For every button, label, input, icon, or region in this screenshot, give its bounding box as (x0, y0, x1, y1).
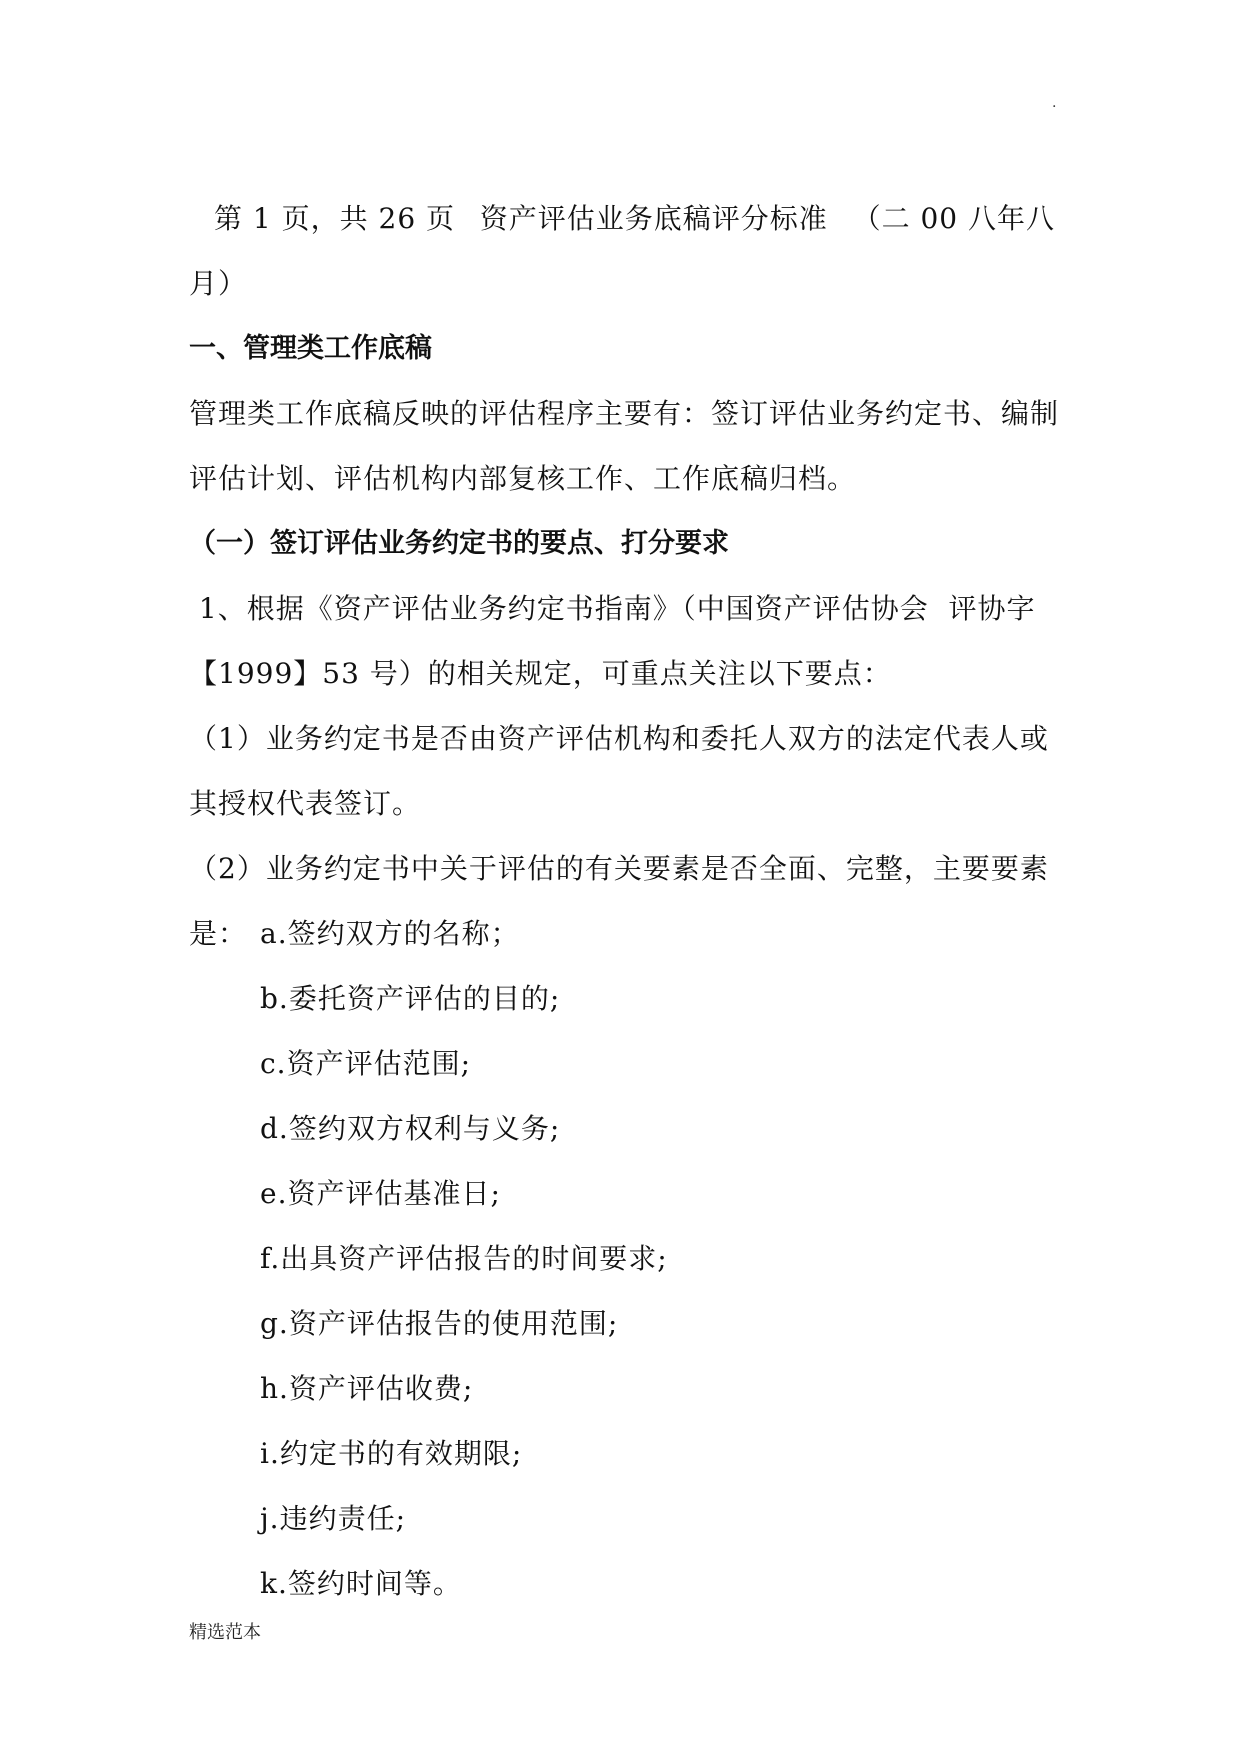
element-item: k.签约时间等。 (260, 1567, 462, 1600)
page-footer: 精选范本 (189, 1622, 261, 1643)
sub1-title: （一）签订评估业务约定书的要点、打分要求 (189, 528, 729, 559)
element-item: i.约定书的有效期限; (260, 1437, 523, 1470)
element-item: e.资产评估基准日; (260, 1177, 501, 1210)
point2-line1: （2）业务约定书中关于评估的有关要素是否全面、完整，主要要素 (189, 852, 1049, 885)
section1-para-line2: 评估计划、评估机构内部复核工作、工作底稿归档。 (189, 462, 857, 495)
section1-para-line1: 管理类工作底稿反映的评估程序主要有：签订评估业务约定书、编制 (189, 397, 1060, 430)
item1-line1: 1、根据《资产评估业务约定书指南》（中国资产评估协会 评协字 (189, 592, 1036, 625)
section1-title: 一、管理类工作底稿 (189, 333, 432, 364)
document-date-part1: （二 00 八年八 (852, 202, 1055, 235)
element-item: g.资产评估报告的使用范围; (260, 1307, 619, 1340)
document-title: 资产评估业务底稿评分标准 (479, 202, 828, 235)
element-item: c.资产评估范围; (260, 1047, 472, 1080)
element-item: h.资产评估收费; (260, 1372, 474, 1405)
page-info: 第 1 页，共 26 页 (214, 202, 456, 235)
point1-line1: （1）业务约定书是否由资产评估机构和委托人双方的法定代表人或 (189, 722, 1049, 755)
element-item: f.出具资产评估报告的时间要求; (260, 1242, 668, 1275)
corner-mark: . (1052, 95, 1057, 111)
element-line-a (189, 901, 1055, 966)
item1-line2: 【1999】53 号）的相关规定，可重点关注以下要点： (189, 657, 892, 690)
document-body (189, 186, 1060, 1616)
point1-line2: 其授权代表签订。 (189, 787, 422, 820)
element-item: d.签约双方权利与义务; (260, 1112, 561, 1145)
point2-prefix: 是： (189, 917, 248, 950)
element-item: a.签约双方的名称； (260, 917, 520, 950)
header-line (189, 186, 1055, 251)
element-item: b.委托资产评估的目的; (260, 982, 561, 1015)
document-date-part2: 月） (189, 267, 248, 300)
element-item: j.违约责任; (260, 1502, 407, 1535)
